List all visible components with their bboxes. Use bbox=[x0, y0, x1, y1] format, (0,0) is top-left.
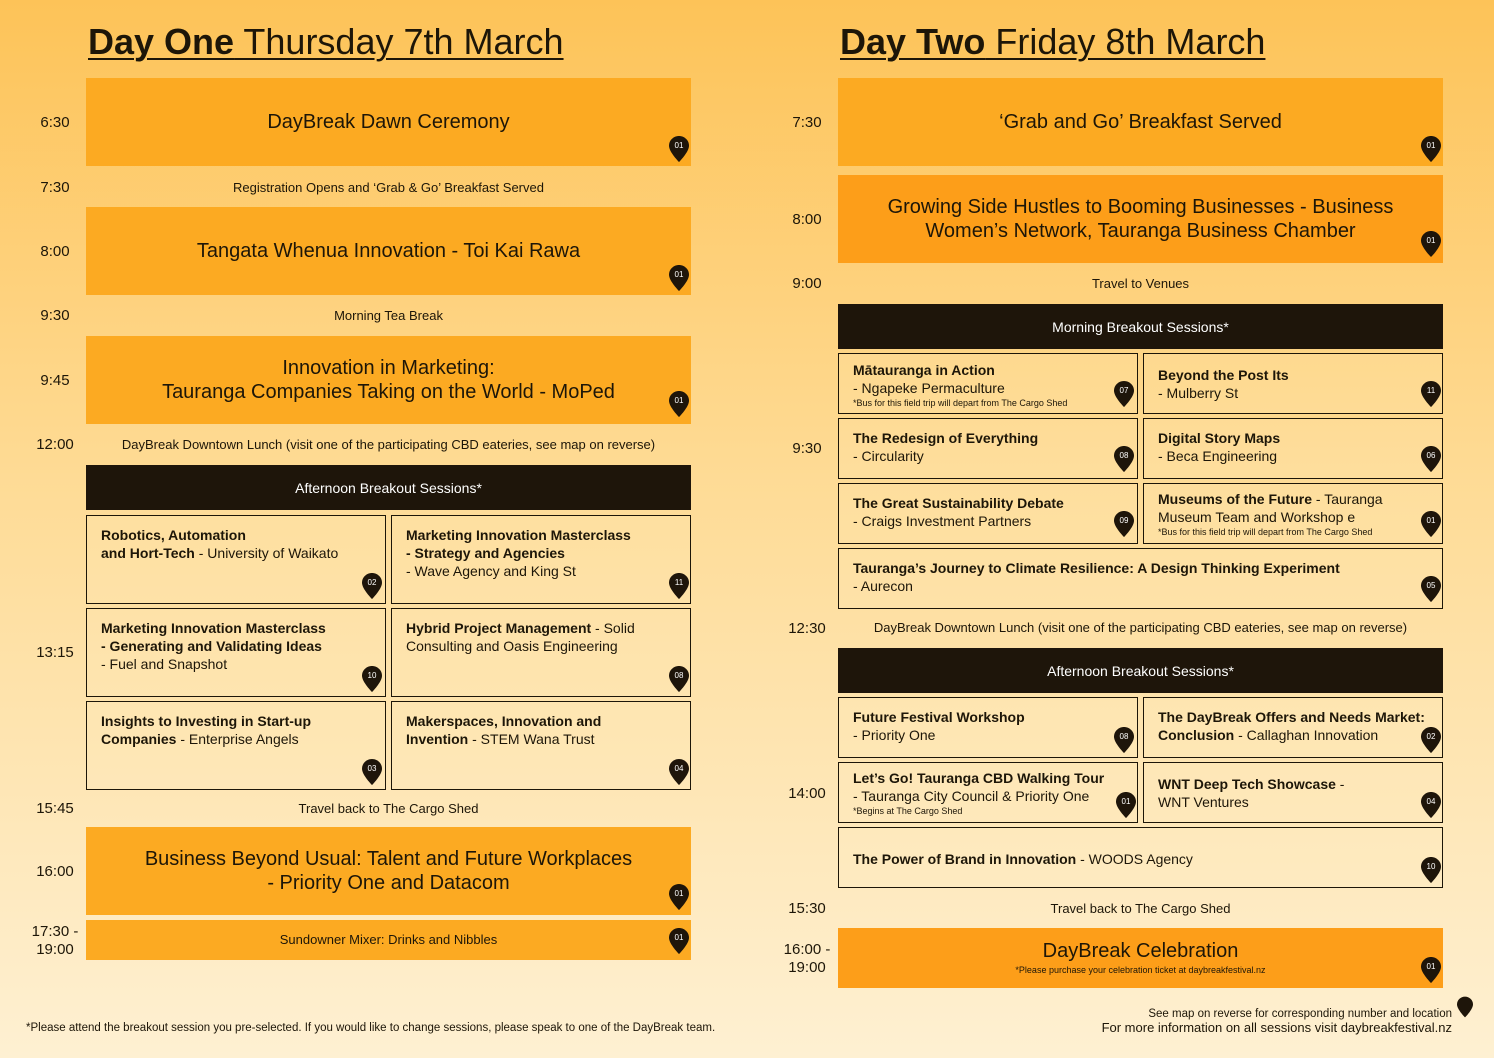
card-presenter: WNT Ventures bbox=[1158, 794, 1249, 810]
location-pin-icon bbox=[362, 573, 382, 599]
card-presenter: - Tauranga City Council & Priority One bbox=[853, 788, 1090, 804]
pin-number: 04 bbox=[674, 764, 684, 773]
session-note: *Please purchase your celebration ticket at daybreakfestival.nz bbox=[1015, 965, 1266, 975]
location-pin-icon bbox=[1421, 857, 1441, 883]
location-pin-icon bbox=[669, 573, 689, 599]
time-label: 9:30 bbox=[40, 307, 70, 324]
time-label: 9:00 bbox=[792, 275, 822, 292]
time-label: 19:00 bbox=[788, 959, 826, 976]
session-title: - Priority One and Datacom bbox=[267, 872, 510, 894]
schedule-note: DayBreak Downtown Lunch (visit one of the participating CBD eateries, see map on reverse) bbox=[873, 620, 1408, 635]
time-label: 15:45 bbox=[36, 800, 74, 817]
day-two-title bbox=[840, 22, 1265, 62]
breakout-header: Afternoon Breakout Sessions* bbox=[838, 648, 1443, 693]
card-presenter: - Craigs Investment Partners bbox=[853, 513, 1032, 529]
breakout-card bbox=[838, 418, 1138, 479]
session-banner bbox=[86, 207, 691, 295]
pin-number: 08 bbox=[1119, 451, 1129, 460]
location-pin-icon bbox=[1421, 792, 1441, 818]
session-title: Business Beyond Usual: Talent and Future Workplaces bbox=[144, 848, 633, 870]
location-pin-icon bbox=[1457, 996, 1473, 1018]
pin-number: 06 bbox=[1426, 451, 1436, 460]
card-presenter: - Callaghan Innovation bbox=[1234, 727, 1379, 743]
breakout-card bbox=[1143, 353, 1443, 414]
session-title: Innovation in Marketing: bbox=[282, 357, 495, 379]
location-pin-icon bbox=[1114, 381, 1134, 407]
card-presenter: - Priority One bbox=[853, 727, 936, 743]
pin-number: 08 bbox=[1119, 732, 1129, 741]
pin-number: 04 bbox=[1426, 797, 1436, 806]
breakout-card bbox=[391, 701, 691, 790]
card-title: Robotics, Automation bbox=[101, 527, 246, 543]
session-title: Tangata Whenua Innovation - Toi Kai Rawa bbox=[196, 240, 581, 262]
card-title: Insights to Investing in Start-up bbox=[101, 713, 311, 729]
card-title: Invention bbox=[406, 731, 469, 747]
card-title: - Generating and Validating Ideas bbox=[101, 638, 322, 654]
pin-number: 01 bbox=[674, 141, 684, 150]
session-banner bbox=[838, 78, 1443, 166]
breakout-card bbox=[838, 697, 1138, 758]
location-pin-icon bbox=[1114, 511, 1134, 537]
card-presenter: - Aurecon bbox=[853, 578, 913, 594]
card-presenter: - Ngapeke Permaculture bbox=[853, 380, 1005, 396]
card-presenter: Museum Team and Workshop e bbox=[1158, 509, 1356, 525]
time-label: 19:00 bbox=[36, 941, 74, 958]
session-banner bbox=[86, 78, 691, 166]
location-pin-icon bbox=[1421, 381, 1441, 407]
schedule-note: Travel back to The Cargo Shed bbox=[298, 801, 479, 816]
location-pin-icon bbox=[1116, 792, 1136, 818]
location-pin-icon bbox=[669, 759, 689, 785]
location-pin-icon bbox=[669, 136, 689, 162]
time-label: 16:00 bbox=[36, 863, 74, 880]
breakout-card bbox=[838, 827, 1443, 888]
location-pin-icon bbox=[1114, 727, 1134, 753]
pin-number: 11 bbox=[674, 578, 684, 587]
breakout-card bbox=[86, 701, 386, 790]
time-label: 8:00 bbox=[792, 211, 822, 228]
card-presenter: Consulting and Oasis Engineering bbox=[406, 638, 618, 654]
footer-note: *Please attend the breakout session you pre-selected. If you would like to change sessions, please speak to one of the DayBreak team. bbox=[26, 1022, 716, 1034]
breakout-header: Morning Breakout Sessions* bbox=[838, 304, 1443, 349]
location-pin-icon bbox=[669, 391, 689, 417]
card-title: The Power of Brand in Innovation bbox=[853, 851, 1077, 867]
location-pin-icon bbox=[1421, 136, 1441, 162]
location-pin-icon bbox=[1421, 727, 1441, 753]
session-banner bbox=[86, 920, 691, 960]
session-banner bbox=[86, 336, 691, 424]
card-title: Future Festival Workshop bbox=[853, 709, 1025, 725]
pin-number: 03 bbox=[367, 764, 377, 773]
day-two-date: Friday 8th March bbox=[985, 21, 1266, 62]
card-title: The Redesign of Everything bbox=[853, 430, 1039, 446]
breakout-card bbox=[838, 762, 1138, 823]
time-label: 6:30 bbox=[40, 114, 70, 131]
session-banner bbox=[838, 928, 1443, 988]
location-pin-icon bbox=[1114, 446, 1134, 472]
card-title: The DayBreak Offers and Needs Market: bbox=[1158, 709, 1425, 725]
pin-number: 07 bbox=[1119, 386, 1129, 395]
session-banner bbox=[838, 175, 1443, 263]
card-title: Makerspaces, Innovation and bbox=[406, 713, 602, 729]
card-presenter: - University of Waikato bbox=[194, 545, 339, 561]
card-note: *Bus for this field trip will depart from The Cargo Shed bbox=[1158, 527, 1373, 537]
card-title: Museums of the Future bbox=[1158, 491, 1313, 507]
pin-number: 10 bbox=[1426, 862, 1436, 871]
time-label: 12:00 bbox=[36, 436, 74, 453]
time-label: 13:15 bbox=[36, 644, 74, 661]
pin-number: 01 bbox=[1426, 236, 1436, 245]
pin-number: 02 bbox=[367, 578, 377, 587]
card-title: Let’s Go! Tauranga CBD Walking Tour bbox=[853, 770, 1105, 786]
card-title: Beyond the Post Its bbox=[1158, 367, 1289, 383]
location-pin-icon bbox=[1421, 957, 1441, 983]
pin-number: 02 bbox=[1426, 732, 1436, 741]
schedule-note: DayBreak Downtown Lunch (visit one of the participating CBD eateries, see map on reverse) bbox=[121, 437, 656, 452]
session-title: Tauranga Companies Taking on the World - MoPed bbox=[162, 381, 615, 403]
footer-map-note: See map on reverse for corresponding number and location bbox=[1148, 1008, 1452, 1020]
day-one-label: Day One bbox=[88, 21, 235, 62]
card-presenter: - Enterprise Angels bbox=[176, 731, 299, 747]
schedule-note: Registration Opens and ‘Grab & Go’ Breakfast Served bbox=[233, 180, 544, 195]
schedule-note: Travel to Venues bbox=[1091, 276, 1190, 291]
pin-number: 11 bbox=[1426, 386, 1436, 395]
day-one-date: Thursday 7th March bbox=[234, 21, 564, 62]
pin-number: 01 bbox=[674, 933, 684, 942]
session-title: DayBreak Celebration bbox=[1042, 940, 1239, 962]
breakout-card bbox=[1143, 418, 1443, 479]
card-title: Marketing Innovation Masterclass bbox=[406, 527, 631, 543]
card-title: Companies bbox=[101, 731, 177, 747]
session-title: Women’s Network, Tauranga Business Chamber bbox=[925, 220, 1356, 242]
pin-number: 01 bbox=[1426, 516, 1436, 525]
session-title: DayBreak Dawn Ceremony bbox=[267, 111, 510, 133]
card-presenter: - Beca Engineering bbox=[1158, 448, 1278, 464]
session-title: Sundowner Mixer: Drinks and Nibbles bbox=[279, 932, 498, 947]
card-presenter: - bbox=[1335, 776, 1345, 792]
location-pin-icon bbox=[1421, 231, 1441, 257]
pin-number: 05 bbox=[1426, 581, 1436, 590]
pin-number: 09 bbox=[1119, 516, 1129, 525]
card-title: Mātauranga in Action bbox=[853, 362, 995, 378]
card-presenter: - Circularity bbox=[853, 448, 924, 464]
location-pin-icon bbox=[669, 884, 689, 910]
location-pin-icon bbox=[362, 666, 382, 692]
card-presenter: - Solid bbox=[591, 620, 635, 636]
schedule-note: Morning Tea Break bbox=[334, 308, 443, 323]
pin-number: 08 bbox=[674, 671, 684, 680]
card-title: Digital Story Maps bbox=[1158, 430, 1281, 446]
breakout-card bbox=[391, 515, 691, 604]
pin-number: 01 bbox=[674, 270, 684, 279]
time-label: 12:30 bbox=[788, 620, 826, 637]
card-presenter: - Mulberry St bbox=[1158, 385, 1239, 401]
location-pin-icon bbox=[1421, 576, 1441, 602]
card-title: Conclusion bbox=[1158, 727, 1235, 743]
schedule-note: Travel back to The Cargo Shed bbox=[1050, 901, 1231, 916]
breakout-card bbox=[838, 353, 1138, 414]
location-pin-icon bbox=[669, 666, 689, 692]
session-title: ‘Grab and Go’ Breakfast Served bbox=[999, 111, 1282, 133]
location-pin-icon bbox=[1421, 446, 1441, 472]
breakout-header: Afternoon Breakout Sessions* bbox=[86, 465, 691, 510]
pin-number: 01 bbox=[1426, 962, 1436, 971]
session-title: Growing Side Hustles to Booming Businesses - Business bbox=[887, 196, 1394, 218]
time-label: 7:30 bbox=[40, 179, 70, 196]
card-note: *Bus for this field trip will depart from The Cargo Shed bbox=[853, 398, 1068, 408]
breakout-card bbox=[1143, 697, 1443, 758]
time-label: 14:00 bbox=[788, 785, 826, 802]
location-pin-icon bbox=[362, 759, 382, 785]
card-title: Hybrid Project Management bbox=[406, 620, 592, 636]
card-presenter: - Wave Agency and King St bbox=[406, 563, 576, 579]
card-title: Tauranga’s Journey to Climate Resilience: A Design Thinking Experiment bbox=[853, 560, 1340, 576]
breakout-card bbox=[86, 608, 386, 697]
card-presenter: - STEM Wana Trust bbox=[468, 731, 595, 747]
card-note: *Begins at The Cargo Shed bbox=[853, 806, 963, 816]
card-title: WNT Deep Tech Showcase bbox=[1158, 776, 1336, 792]
day-two-label: Day Two bbox=[840, 21, 986, 62]
card-presenter: - WOODS Agency bbox=[1076, 851, 1193, 867]
breakout-card bbox=[1143, 762, 1443, 823]
pin-number: 10 bbox=[367, 671, 377, 680]
time-label: 8:00 bbox=[40, 243, 70, 260]
time-label: 7:30 bbox=[792, 114, 822, 131]
breakout-card bbox=[838, 483, 1138, 544]
time-label: 9:45 bbox=[40, 372, 70, 389]
location-pin-icon bbox=[1421, 511, 1441, 537]
pin-number: 01 bbox=[674, 889, 684, 898]
pin-number: 01 bbox=[1121, 797, 1131, 806]
card-title: and Hort-Tech bbox=[101, 545, 195, 561]
location-pin-icon bbox=[669, 265, 689, 291]
footer-info: For more information on all sessions visit daybreakfestival.nz bbox=[1101, 1020, 1452, 1035]
breakout-card bbox=[391, 608, 691, 697]
day-one-title bbox=[88, 22, 564, 62]
pin-number: 01 bbox=[674, 396, 684, 405]
card-title: The Great Sustainability Debate bbox=[853, 495, 1064, 511]
card-presenter: - Fuel and Snapshot bbox=[101, 656, 228, 672]
time-label: 17:30 - bbox=[31, 923, 79, 940]
time-label: 16:00 - bbox=[783, 941, 831, 958]
time-label: 9:30 bbox=[792, 440, 822, 457]
card-presenter: - Tauranga bbox=[1312, 491, 1383, 507]
location-pin-icon bbox=[669, 928, 689, 954]
card-title: Marketing Innovation Masterclass bbox=[101, 620, 326, 636]
time-label: 15:30 bbox=[788, 900, 826, 917]
breakout-card bbox=[86, 515, 386, 604]
breakout-card bbox=[838, 548, 1443, 609]
breakout-card bbox=[1143, 483, 1443, 544]
card-title: - Strategy and Agencies bbox=[406, 545, 565, 561]
pin-number: 01 bbox=[1426, 141, 1436, 150]
session-banner bbox=[86, 827, 691, 915]
